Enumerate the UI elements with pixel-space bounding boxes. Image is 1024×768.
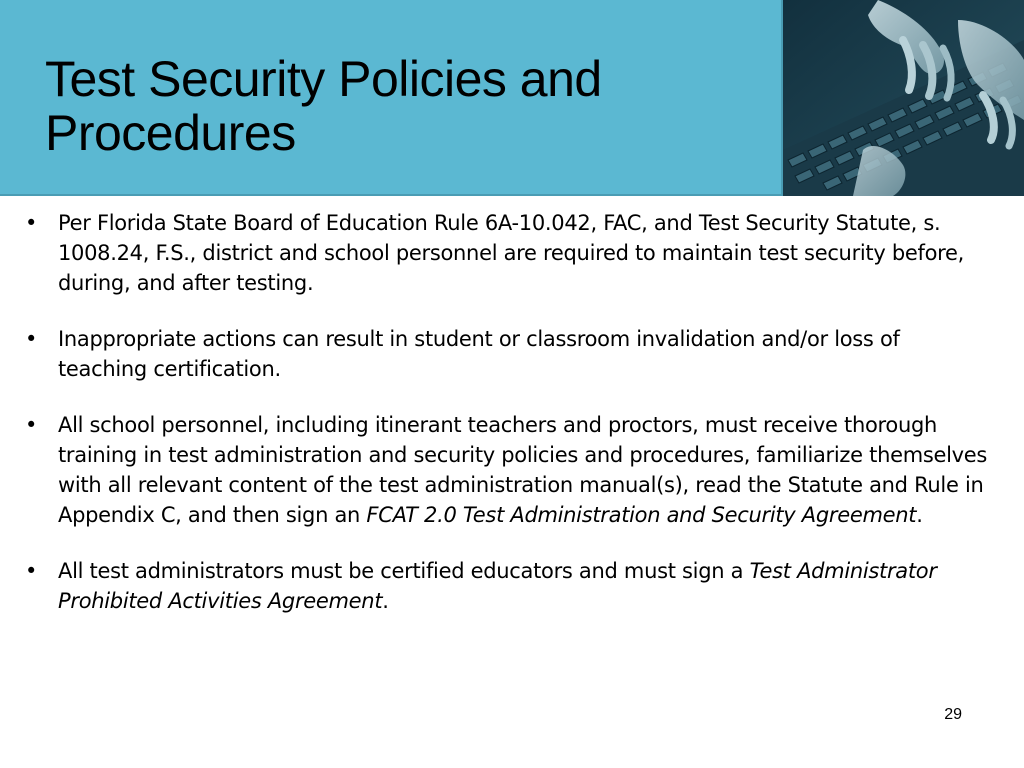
bullet-text-end: . (382, 589, 389, 613)
bullet-text: Inappropriate actions can result in student or classroom invalidation and/or loss of teaching certification. (58, 327, 900, 381)
agreement-title: FCAT 2.0 Test Administration and Security Agreement (366, 503, 917, 527)
bullet-text: Per Florida State Board of Education Rule 6A-10.042, FAC, and Test Security Statute, s. 1008.24, F.S., district and school personnel are required to maintain test security before, during, and after testing. (58, 211, 965, 295)
keyboard-typing-hands-photo (783, 0, 1024, 196)
bullet-icon: • (25, 559, 38, 583)
slide-body (25, 208, 990, 642)
agreement-title: Test Administrator Prohibited Activities Agreement (58, 559, 937, 613)
page-number: 29 (944, 706, 962, 723)
bullet-item-consequences (25, 324, 990, 384)
bullet-item-rule (25, 208, 990, 298)
bullet-text: All test administrators must be certified educators and must sign a (58, 559, 750, 583)
keyboard-photo-art (783, 0, 1024, 196)
bullet-text-end: . (916, 503, 923, 527)
bullet-item-administrators (25, 556, 990, 616)
bullet-text: All school personnel, including itinerant teachers and proctors, must receive thorough training in test administration and security policies and procedures, familiarize themselves with all relevant content of the test administration manual(s), read the Statute and Rule in Appendix C, and then sign an (58, 413, 988, 527)
bullet-icon: • (25, 211, 38, 235)
slide-title: Test Security Policies and Procedures (45, 51, 602, 161)
title-band (0, 0, 783, 196)
bullet-item-training (25, 410, 990, 530)
bullet-list (25, 208, 990, 616)
bullet-icon: • (25, 413, 38, 437)
bullet-icon: • (25, 327, 38, 351)
